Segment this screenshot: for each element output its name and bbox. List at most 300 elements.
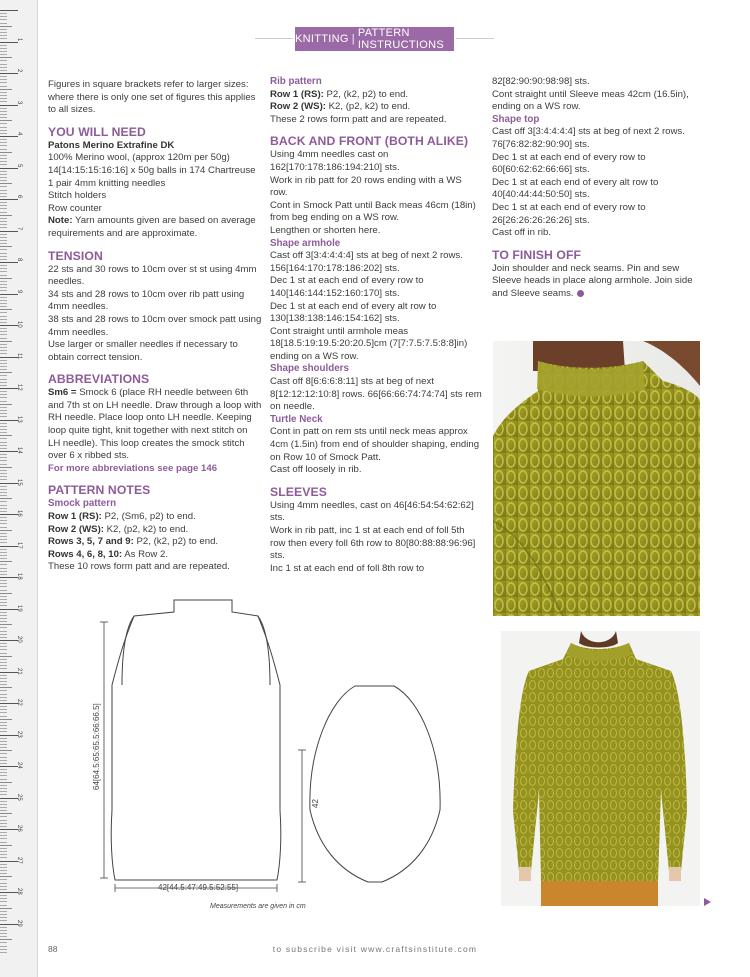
instruction-line: Work in rib patt for 20 rows ending with a WS row.	[270, 174, 462, 199]
ruler-tick	[0, 227, 7, 228]
shape-armhole-heading: Shape armhole	[270, 237, 341, 249]
ruler-tick	[0, 256, 7, 257]
ruler-number: 24	[16, 762, 22, 769]
ruler-tick	[0, 338, 7, 339]
pattern-notes-heading: PATTERN NOTES	[48, 483, 151, 498]
ruler-number: 6	[16, 195, 22, 199]
ruler-tick	[0, 108, 7, 109]
ruler-tick	[0, 741, 7, 742]
ruler-tick	[0, 520, 7, 521]
ruler-tick	[0, 763, 7, 764]
ruler-tick	[0, 687, 12, 688]
ruler-tick	[0, 898, 7, 899]
ruler-tick	[0, 171, 7, 172]
yarn-name: Patons Merino Extrafine DK	[48, 139, 175, 151]
instruction-line: Cont straight until Sleeve meas 42cm (16.5in), ending on a WS row.	[492, 88, 689, 113]
ruler-tick	[0, 347, 7, 348]
pattern-row	[48, 524, 262, 537]
ruler-tick	[0, 460, 7, 461]
ruler-tick	[0, 413, 7, 414]
ruler-tick	[0, 64, 7, 65]
tension-line: 22 sts and 30 rows to 10cm over st st using 4mm needles.	[48, 263, 257, 288]
ruler-tick	[0, 886, 7, 887]
ruler-tick	[0, 360, 7, 361]
ruler-tick	[0, 467, 12, 468]
ruler-tick	[0, 690, 7, 691]
ruler-tick	[0, 29, 7, 30]
ruler-tick	[0, 234, 7, 235]
row-label: Rows 4, 6, 8, 10:	[48, 548, 123, 560]
ruler-tick	[0, 914, 7, 915]
instruction-line: Dec 1 st at each end of every row to 140[146:144:152:160:170] sts.	[270, 275, 424, 299]
ruler-tick	[0, 662, 7, 663]
ruler-tick	[0, 911, 7, 912]
ruler-tick	[0, 426, 7, 427]
ruler-tick	[0, 539, 7, 540]
ruler-tick	[0, 145, 7, 146]
ruler-tick	[0, 549, 7, 550]
row-label: Row 1 (RS):	[270, 88, 324, 100]
ruler-tick	[0, 23, 7, 24]
ruler-tick	[0, 79, 7, 80]
abbreviations-heading: ABBREVIATIONS	[48, 372, 150, 387]
instruction-line: Cast off in rib.	[492, 227, 552, 239]
instruction-line: Cont straight until armhole meas 18[18.5:19:19.5:20:20.5]cm (7[7:7.5:7.5:8:8]in) ending on a WS row.	[270, 325, 468, 362]
ruler-tick	[0, 275, 7, 276]
note-text: Yarn amounts given are based on average requirements and are approximate.	[48, 215, 256, 239]
ruler-tick	[0, 416, 7, 417]
ruler-tick	[0, 675, 7, 676]
ruler-tick	[0, 366, 7, 367]
header-rule-right	[456, 38, 494, 39]
ruler-tick	[0, 435, 12, 436]
ruler-tick	[0, 870, 7, 871]
ruler-tick	[0, 57, 12, 58]
ruler-tick	[0, 851, 7, 852]
ruler-tick	[0, 618, 7, 619]
ruler-tick	[0, 681, 7, 682]
ruler-number: 2	[16, 69, 22, 73]
ruler-tick	[0, 350, 7, 351]
instruction-line: Inc 1 st at each end of foll 8th row to	[270, 562, 425, 574]
ruler-tick	[0, 32, 7, 33]
ruler-tick	[0, 646, 7, 647]
ruler-tick	[0, 596, 7, 597]
instruction-line: Cast off 3[3:4:4:4:4] sts at beg of next 2 rows. 76[76:82:82:90:90] sts.	[492, 126, 685, 150]
ruler-number: 10	[16, 321, 22, 328]
row-text: P2, (Sm6, p2) to end.	[101, 511, 196, 523]
ruler-number: 1	[16, 37, 22, 41]
ruler-tick	[0, 593, 12, 594]
ruler-tick	[0, 813, 12, 814]
ruler-tick	[0, 901, 7, 902]
ruler-tick	[0, 590, 7, 591]
ruler-tick	[0, 643, 7, 644]
ruler-tick	[0, 772, 7, 773]
instruction-line: Using 4mm needles cast on 162[170:178:186:194:210] sts.	[270, 149, 400, 173]
instruction-line: Cast off 8[6:6:6:8:11] sts at beg of next 8[12:12:12:10:8] rows. 66[66:66:74:74:74] sts rem on needle.	[270, 376, 482, 413]
ruler-tick	[0, 574, 7, 575]
tension-line: Use larger or smaller needles if necessary to obtain correct tension.	[48, 339, 238, 363]
ruler-tick	[0, 895, 7, 896]
ruler-tick	[0, 889, 7, 890]
column-3	[492, 76, 706, 301]
ruler-tick	[0, 423, 7, 424]
ruler-tick	[0, 221, 7, 222]
row-label: Row 2 (WS):	[270, 101, 326, 113]
ruler-tick	[0, 854, 7, 855]
finish-body: Join shoulder and neck seams. Pin and sew Sleeve heads in place along armhole. Join side and Sleeve seams.	[492, 262, 693, 299]
ruler-tick	[0, 372, 12, 373]
abbreviation-entry	[48, 387, 262, 463]
header-rule-left	[255, 38, 293, 39]
ruler-tick	[0, 936, 7, 937]
subscribe-footer: to subscribe visit www.craftsinstitute.com	[272, 944, 478, 954]
ruler-tick	[0, 848, 7, 849]
ruler-tick	[0, 605, 7, 606]
ruler-tick	[0, 788, 7, 789]
ruler-number: 27	[16, 856, 22, 864]
sleeve-outline	[310, 686, 440, 882]
ruler-tick	[0, 161, 7, 162]
ruler-tick	[0, 290, 7, 291]
ruler-tick	[0, 334, 7, 335]
ruler-tick	[0, 312, 7, 313]
ruler-tick	[0, 180, 7, 181]
ruler-tick	[0, 473, 7, 474]
ruler-tick	[0, 82, 7, 83]
ruler-tick	[0, 10, 18, 11]
diagram-caption: Measurements are given in cm	[210, 903, 306, 910]
ruler-tick	[0, 517, 7, 518]
sleeve-height-label: 42	[311, 799, 320, 808]
row-text: P2, (k2, p2) to end.	[323, 88, 409, 100]
ruler-tick	[0, 331, 7, 332]
ruler-tick	[0, 552, 7, 553]
ruler-tick	[0, 51, 7, 52]
ruler-tick	[0, 826, 7, 827]
ruler-tick	[0, 67, 7, 68]
tension-line: 34 sts and 28 rows to 10cm over rib patt using 4mm needles.	[48, 288, 245, 313]
ruler-tick	[0, 98, 7, 99]
ruler-tick	[0, 215, 12, 216]
ruler-number: 21	[16, 667, 22, 675]
ruler-tick	[0, 265, 7, 266]
smock-pattern-subheading: Smock pattern	[48, 498, 117, 510]
ruler-tick	[0, 719, 12, 720]
ruler-tick	[0, 130, 7, 131]
ruler-tick	[0, 489, 7, 490]
ruler-tick	[0, 19, 7, 20]
more-abbreviations-link[interactable]: For more abbreviations see page 146	[48, 462, 218, 474]
ruler-tick	[0, 684, 7, 685]
ruler-tick	[0, 505, 7, 506]
ruler-tick	[0, 794, 7, 795]
row-label: Rows 3, 5, 7 and 9:	[48, 536, 134, 548]
ruler-tick	[0, 35, 7, 36]
ruler-tick	[0, 801, 7, 802]
ruler-tick	[0, 744, 7, 745]
ruler-tick	[0, 76, 7, 77]
ruler-tick	[0, 599, 7, 600]
ruler-tick	[0, 810, 7, 811]
turtle-neck-heading: Turtle Neck	[270, 413, 323, 425]
pattern-row	[48, 536, 262, 549]
ruler-tick	[0, 498, 12, 499]
ruler-tick	[0, 38, 7, 39]
row-text: As Row 2.	[122, 548, 168, 560]
ruler-tick	[0, 133, 7, 134]
ruler-tick	[0, 508, 7, 509]
ruler-tick	[0, 920, 7, 921]
ruler-tick	[0, 791, 7, 792]
ruler-tick	[0, 621, 7, 622]
ruler-tick	[0, 656, 12, 657]
ruler-tick	[0, 152, 12, 153]
ruler-number: 20	[16, 636, 22, 643]
ruler-number: 8	[16, 258, 22, 262]
ruler-tick	[0, 438, 7, 439]
ruler-tick	[0, 177, 7, 178]
ruler-number: 16	[16, 510, 22, 517]
ruler-tick	[0, 262, 18, 263]
ruler-tick	[0, 278, 12, 279]
ruler-tick	[0, 479, 7, 480]
instruction-line: Dec 1 st at each end of every row to 26[26:26:26:26:26] sts.	[492, 201, 646, 226]
body-armhole-left	[122, 616, 134, 685]
ruler-tick	[0, 731, 7, 732]
ruler-tick	[0, 111, 7, 112]
ruler-tick	[0, 379, 7, 380]
ruler-tick	[0, 867, 7, 868]
ruler-tick	[0, 712, 7, 713]
ruler-tick	[0, 375, 7, 376]
ruler-number: 12	[16, 384, 22, 391]
ruler-tick	[0, 300, 7, 301]
ruler-tick	[0, 785, 7, 786]
page-number: 88	[48, 944, 58, 954]
tension-heading: TENSION	[48, 248, 103, 263]
ruler-tick	[0, 193, 7, 194]
ruler-tick	[0, 212, 7, 213]
instruction-line: Cont in patt on rem sts until neck meas approx 4cm (1.5in) from end of shoulder shaping, ending on Row 10 of Smock Patt.	[270, 426, 480, 463]
ruler-tick	[0, 249, 7, 250]
ruler-tick	[0, 722, 7, 723]
header-section-label: KNITTING	[295, 33, 349, 45]
ruler-tick	[0, 716, 7, 717]
ruler-tick	[0, 511, 7, 512]
abbreviation-label: Sm6 =	[48, 387, 77, 399]
garment-schematic	[82, 590, 482, 920]
ruler-tick	[0, 341, 12, 342]
ruler-tick	[0, 127, 7, 128]
ruler-tick	[0, 668, 7, 669]
ruler-tick	[0, 445, 7, 446]
ruler-tick	[0, 322, 7, 323]
ruler-tick	[0, 838, 7, 839]
ruler-number: 19	[16, 604, 22, 612]
ruler-tick	[0, 105, 18, 106]
ruler-tick	[0, 533, 7, 534]
ruler-tick	[0, 760, 7, 761]
ruler-number: 5	[16, 163, 22, 167]
ruler-tick	[0, 186, 7, 187]
body-width-label: 42[44.5:47:49.5:52:55]	[158, 883, 239, 892]
ruler-tick	[0, 363, 7, 364]
ruler-tick	[0, 448, 7, 449]
ruler-tick	[0, 306, 7, 307]
ruler-tick	[0, 92, 7, 93]
ruler-tick	[0, 190, 7, 191]
tension-line: 38 sts and 28 rows to 10cm over smock patt using 4mm needles.	[48, 313, 262, 338]
shape-top-heading: Shape top	[492, 113, 540, 125]
ruler-tick	[0, 501, 7, 502]
pattern-row	[48, 511, 262, 524]
ruler-tick	[0, 842, 7, 843]
finish-off-heading: TO FINISH OFF	[492, 247, 582, 262]
ruler-tick	[0, 476, 7, 477]
ruler-tick	[0, 155, 7, 156]
ruler-tick	[0, 309, 12, 310]
ruler-tick	[0, 224, 7, 225]
ruler-tick	[0, 401, 7, 402]
body-outline	[111, 600, 281, 880]
ruler-number: 13	[16, 415, 22, 423]
ruler-tick	[0, 612, 7, 613]
ruler-tick	[0, 397, 7, 398]
ruler-tick	[0, 694, 7, 695]
column-1	[48, 79, 262, 574]
ruler-tick	[0, 432, 7, 433]
ruler-tick	[0, 26, 12, 27]
instruction-line: Cast off loosely in rib.	[270, 464, 362, 476]
ruler-tick	[0, 536, 7, 537]
ruler-tick	[0, 136, 18, 137]
ruler-tick	[0, 700, 7, 701]
ruler-tick	[0, 564, 7, 565]
ruler-tick	[0, 804, 7, 805]
ruler-tick	[0, 845, 12, 846]
ruler-tick	[0, 495, 7, 496]
ruler-number: 15	[16, 478, 22, 486]
ruler-tick	[0, 697, 7, 698]
ruler-tick	[0, 174, 7, 175]
ruler-tick	[0, 470, 7, 471]
ruler-tick	[0, 835, 7, 836]
ruler-tick	[0, 558, 7, 559]
ruler-tick	[0, 253, 7, 254]
section-header-tag	[295, 27, 454, 51]
header-separator: |	[351, 33, 355, 45]
ruler-tick	[0, 429, 7, 430]
ruler-tick	[0, 316, 7, 317]
ruler-number: 7	[16, 226, 22, 230]
row-text: K2, (p2, k2) to end.	[325, 101, 411, 113]
pattern-row	[270, 89, 482, 102]
side-ruler	[0, 0, 38, 977]
ruler-tick	[0, 95, 7, 96]
ruler-tick	[0, 486, 7, 487]
rib-footer: These 2 rows form patt and are repeated.	[270, 113, 447, 125]
ruler-tick	[0, 13, 7, 14]
row-text: K2, (p2, k2) to end.	[103, 523, 189, 535]
ruler-tick	[0, 728, 7, 729]
sweater-closeup-illustration	[493, 341, 700, 616]
ruler-number: 17	[16, 541, 22, 549]
ruler-number: 23	[16, 730, 22, 738]
ruler-tick	[0, 807, 7, 808]
ruler-tick	[0, 583, 7, 584]
next-page-arrow-icon[interactable]	[704, 898, 711, 906]
ruler-tick	[0, 101, 7, 102]
ruler-tick	[0, 464, 7, 465]
row-label: Row 1 (RS):	[48, 511, 102, 523]
sweater-back-illustration	[501, 631, 700, 906]
ruler-tick	[0, 86, 7, 87]
ruler-tick	[0, 939, 12, 940]
ruler-tick	[0, 615, 7, 616]
ruler-tick	[0, 196, 7, 197]
ruler-tick	[0, 139, 7, 140]
ruler-tick	[0, 649, 7, 650]
ruler-tick	[0, 231, 18, 232]
ruler-tick	[0, 73, 18, 74]
instruction-line: Cast off 3[3:4:4:4:4] sts at beg of next 2 rows. 156[164:170:178:186:202] sts.	[270, 250, 463, 274]
ruler-tick	[0, 879, 7, 880]
ruler-tick	[0, 246, 12, 247]
ruler-tick	[0, 117, 7, 118]
sweater-closeup-photo	[493, 341, 700, 616]
ruler-tick	[0, 407, 7, 408]
materials-note	[48, 215, 262, 240]
ruler-tick	[0, 385, 7, 386]
ruler-tick	[0, 586, 7, 587]
ruler-tick	[0, 208, 7, 209]
ruler-tick	[0, 42, 18, 43]
ruler-tick	[0, 344, 7, 345]
ruler-tick	[0, 60, 7, 61]
instruction-line: Work in rib patt, inc 1 st at each end of foll 5th row then every foll 6th row to 80[80:88:88:96:96] sts.	[270, 525, 476, 562]
back-front-heading: BACK AND FRONT (BOTH ALIKE)	[270, 134, 469, 149]
ruler-tick	[0, 281, 7, 282]
ruler-tick	[0, 237, 7, 238]
materials-line: Stitch holders	[48, 190, 107, 202]
ruler-tick	[0, 268, 7, 269]
ruler-tick	[0, 442, 7, 443]
ruler-tick	[0, 218, 7, 219]
ruler-tick	[0, 542, 7, 543]
ruler-tick	[0, 883, 7, 884]
ruler-tick	[0, 930, 7, 931]
instruction-line: Dec 1 st at each end of every alt row to 40[40:44:44:50:50] sts.	[492, 176, 659, 201]
ruler-tick	[0, 568, 7, 569]
ruler-tick	[0, 271, 7, 272]
ruler-tick	[0, 294, 18, 295]
ruler-tick	[0, 404, 12, 405]
body-height-label: 64[64.5:65:65.5:66:66.5]	[92, 703, 101, 790]
ruler-tick	[0, 410, 7, 411]
ruler-tick	[0, 779, 7, 780]
ruler-tick	[0, 382, 7, 383]
ruler-tick	[0, 123, 7, 124]
ruler-tick	[0, 199, 18, 200]
ruler-tick	[0, 876, 12, 877]
ruler-number: 14	[16, 447, 22, 454]
ruler-tick	[0, 303, 7, 304]
ruler-number: 18	[16, 573, 22, 580]
ruler-tick	[0, 454, 7, 455]
materials-line: 14[14:15:15:16:16] x 50g balls in 174 Chartreuse	[48, 164, 256, 176]
